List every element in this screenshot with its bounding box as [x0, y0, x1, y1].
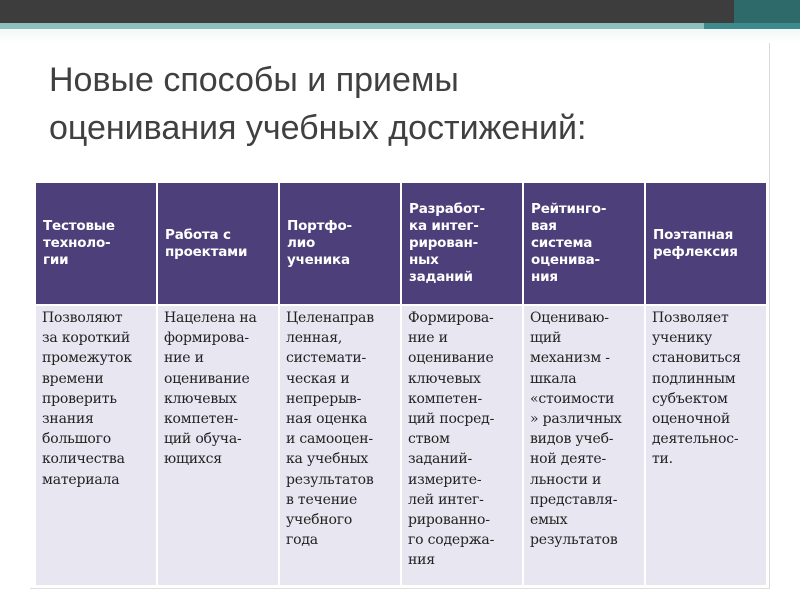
table-cell-line: учебного — [286, 512, 353, 529]
column-header-line: Тестовые — [43, 218, 115, 234]
column-header — [645, 182, 767, 305]
table-cell-line: количества — [42, 451, 125, 468]
table-cell-line: ученику — [652, 330, 713, 347]
table-cell-line: измерите- — [408, 471, 482, 488]
column-header — [157, 182, 279, 305]
column-header-line: Рейтинго- — [531, 201, 607, 217]
table-cell-line: шкала — [530, 370, 577, 387]
table-cell-line: ческая и — [286, 370, 350, 387]
column-header-line: ных — [409, 252, 439, 268]
table-cell-line: результатов — [286, 471, 374, 488]
column-header-line: заданий — [409, 269, 473, 285]
methods-table — [34, 181, 768, 587]
table-cell-line: промежуток — [42, 350, 132, 367]
table-cell-line: знания — [42, 411, 94, 428]
column-header-line: проектами — [165, 243, 248, 260]
table-cell-line: ной деяте- — [530, 451, 607, 468]
table-cell-line: заданий- — [408, 451, 473, 468]
table-cell-line: и самооцен- — [286, 431, 373, 448]
table-cell-line: деятельнос- — [652, 431, 739, 448]
table-cell-line: формирова- — [164, 330, 249, 347]
table-cell-line: оценивание — [164, 370, 250, 387]
column-header-line: рефлексия — [653, 243, 738, 260]
column-header — [279, 182, 401, 305]
table-cell-line: ния — [408, 552, 435, 569]
table-cell-line: становиться — [652, 350, 741, 367]
table-cell-line: компетен- — [164, 411, 238, 428]
column-header-line: рирован- — [409, 235, 479, 251]
column-header-line: гии — [43, 252, 69, 268]
table-cell-line: го содержа- — [408, 532, 495, 549]
table-cell — [35, 305, 157, 586]
column-header-line: Портфо- — [287, 218, 352, 234]
table-row — [35, 305, 767, 586]
column-header-line: Разработ- — [409, 201, 485, 217]
slide-title — [49, 56, 749, 152]
table-cell-line: оценивание — [408, 350, 494, 367]
column-header-line: ния — [531, 269, 558, 285]
column-header — [523, 182, 645, 305]
column-header-line: Работа с — [165, 226, 231, 243]
table-cell-line: Целенаправ — [286, 310, 374, 326]
table-header-row — [35, 182, 767, 305]
table-cell-line: льности и — [530, 471, 602, 488]
table-cell-line: механизм - — [530, 350, 610, 367]
table-cell-line: ние и — [408, 330, 448, 347]
table-cell-line: времени — [42, 370, 104, 387]
table-cell-line: «стоимости — [530, 390, 615, 407]
table-cell-line: ключевых — [408, 370, 481, 387]
table-cell-line: ние и — [164, 350, 204, 367]
table-cell — [523, 305, 645, 586]
table-cell-line: за короткий — [42, 330, 130, 347]
table-cell-line: Нацелена на — [164, 310, 257, 326]
table-cell-line: субъектом — [652, 390, 728, 407]
table-cell-line: Позволяют — [42, 310, 123, 326]
column-header-line: вая — [531, 218, 557, 234]
table-cell-line: ций посред- — [408, 411, 495, 428]
table-cell — [645, 305, 767, 586]
column-header-line: система — [531, 235, 593, 251]
table-cell-line: ющихся — [164, 451, 222, 468]
table-cell-line: компетен- — [408, 390, 482, 407]
table-cell-line: ством — [408, 431, 450, 448]
slide-title-line1: Новые способы и приемы — [49, 61, 459, 99]
table-cell-line: проверить — [42, 390, 117, 407]
table-cell — [157, 305, 279, 586]
table-cell-line: ций обуча- — [164, 431, 242, 448]
column-header-line: оценива- — [531, 252, 600, 268]
table-cell-line: ленная, — [286, 330, 343, 347]
column-header-line: ка интег- — [409, 218, 479, 234]
slide-title-line2: оценивания учебных достижений: — [49, 109, 587, 147]
top-bar — [0, 0, 800, 23]
table-cell-line: щий — [530, 330, 562, 347]
table-cell-line: лей интег- — [408, 491, 484, 508]
table-cell-line: емых — [530, 512, 568, 529]
accent-fade — [0, 29, 800, 43]
table-cell-line: в течение — [286, 491, 358, 508]
table-cell-line: ти. — [652, 451, 673, 468]
table-cell-line: ная оценка — [286, 411, 368, 428]
table-cell-line: ключевых — [164, 390, 237, 407]
column-header-line: Поэтапная — [653, 226, 734, 243]
table-cell-line: большого — [42, 431, 111, 448]
table-cell-line: видов учеб- — [530, 431, 614, 448]
frame-line-bottom — [30, 588, 770, 589]
column-header-line: лио — [287, 235, 316, 251]
column-header — [401, 182, 523, 305]
table-cell-line: Формирова- — [408, 310, 494, 326]
table-cell-line: ка учебных — [286, 451, 369, 468]
column-header — [35, 182, 157, 305]
table-cell — [401, 305, 523, 586]
frame-line-right — [769, 43, 770, 588]
table-cell-line: Оцениваю- — [530, 310, 609, 326]
table-cell-line: представля- — [530, 491, 618, 508]
table-cell-line: года — [286, 532, 318, 549]
table-cell-line: подлинным — [652, 370, 736, 387]
table-cell — [279, 305, 401, 586]
table-cell-line: » различных — [530, 411, 622, 428]
table-cell-line: непрерыв- — [286, 390, 362, 407]
top-bar-accent — [734, 0, 800, 23]
table-cell-line: системати- — [286, 350, 367, 367]
table-cell-line: рированно- — [408, 512, 490, 529]
column-header-line: техноло- — [43, 235, 111, 251]
column-header-line: ученика — [287, 252, 350, 268]
table-cell-line: материала — [42, 471, 120, 488]
table-cell-line: оценочной — [652, 411, 731, 428]
table-cell-line: Позволяет — [652, 310, 729, 326]
table-cell-line: результатов — [530, 532, 618, 549]
